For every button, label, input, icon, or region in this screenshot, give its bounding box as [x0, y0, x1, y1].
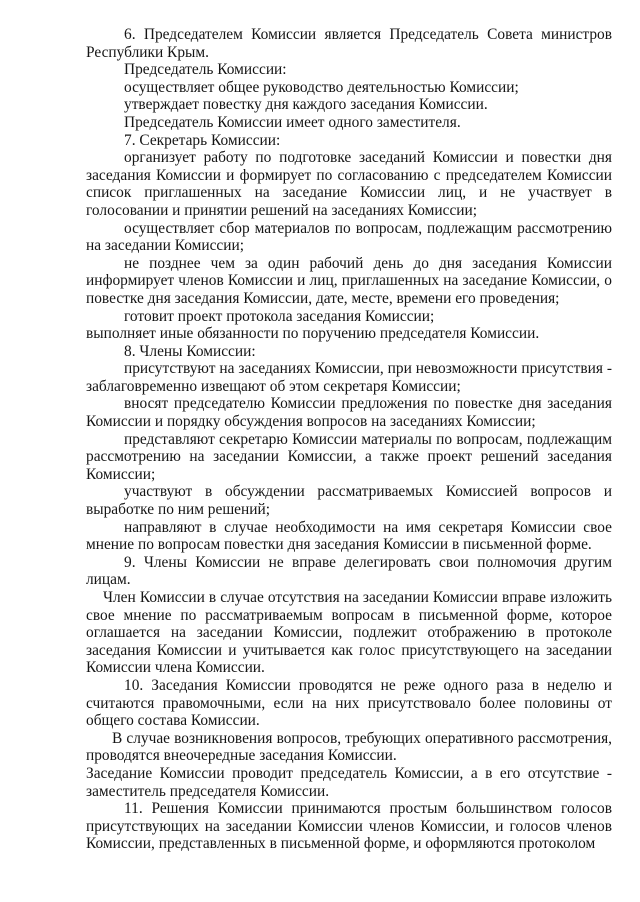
- paragraph-members-duty-4: участвуют в обсуждении рассматриваемых Комиссией вопросов и выработке по ним решений;: [86, 483, 612, 519]
- paragraph-members-duty-5: направляют в случае необходимости на имя секретаря Комиссии свое мнение по вопросам повестки дня заседания Комиссии в письменной форме.: [86, 518, 612, 554]
- paragraph-7-secretary: 7. Секретарь Комиссии:: [124, 131, 281, 149]
- paragraph-secretary-duty-3: не позднее чем за один рабочий день до дня заседания Комиссии информирует членов Комиссии и лиц, приглашенных на заседание Комиссии, о повестке дня заседания Комиссии, дате, месте, времени его проведения;: [86, 254, 612, 307]
- paragraph-members-duty-3: представляют секретарю Комиссии материалы по вопросам, подлежащим рассмотрению на заседании Комиссии, а также проект решений заседания Комиссии;: [86, 430, 612, 483]
- paragraph-6-chairman: 6. Председателем Комиссии является Председатель Совета министров Республики Крым.: [86, 26, 612, 61]
- paragraph-secretary-duty-4: готовит проект протокола заседания Комиссии;: [124, 307, 435, 325]
- paragraph-extraordinary-meetings: В случае возникновения вопросов, требующих оперативного рассмотрения, проводятся внеочередные заседания Комиссии.: [86, 729, 612, 765]
- document-body: [86, 26, 612, 853]
- paragraph-chairman-deputy: Председатель Комиссии имеет одного заместителя.: [124, 113, 461, 131]
- paragraph-10-meetings: 10. Заседания Комиссии проводятся не реже одного раза в неделю и считаются правомочными, если на них присутствовало более половины от общего состава Комиссии.: [86, 676, 612, 730]
- paragraph-members-duty-1: присутствуют на заседаниях Комиссии, при невозможности присутствия - заблаговременно извещают об этом секретаря Комиссии;: [86, 360, 612, 395]
- paragraph-9-delegation: 9. Члены Комиссии не вправе делегировать свои полномочия другим лицам.: [86, 553, 612, 589]
- paragraph-chairman-duty-2: утверждает повестку дня каждого заседания Комиссии.: [124, 96, 488, 114]
- paragraph-members-duty-2: вносят председателю Комиссии предложения по повестке дня заседания Комиссии и порядку обсуждения вопросов на заседаниях Комиссии;: [86, 395, 612, 431]
- paragraph-chairman-duty-1: осуществляет общее руководство деятельностью Комиссии;: [124, 78, 519, 96]
- paragraph-8-members: 8. Члены Комиссии:: [124, 342, 256, 360]
- paragraph-secretary-duty-1: организует работу по подготовке заседаний Комиссии и повестки дня заседания Комиссии и формирует по согласованию с председателем Комиссии список приглашенных на заседание Комиссии лиц, и не участвует в голосовании и принятии решений на заседаниях Комиссии;: [86, 149, 612, 219]
- paragraph-secretary-duty-2: осуществляет сбор материалов по вопросам, подлежащим рассмотрению на заседании Комиссии;: [86, 219, 612, 255]
- paragraph-11-decisions: 11. Решения Комиссии принимаются простым большинством голосов присутствующих на заседании Комиссии членов Комиссии, и голосов членов Комиссии, представленных в письменной форме, и оформляются протоколом: [86, 800, 612, 853]
- paragraph-meeting-chair: Заседание Комиссии проводит председатель Комиссии, а в его отсутствие - заместитель председателя Комиссии.: [86, 764, 612, 800]
- paragraph-member-absence: Член Комиссии в случае отсутствия на заседании Комиссии вправе изложить свое мнение по рассматриваемым вопросам в письменной форме, которое оглашается на заседании Комиссии, подлежит отображению в протоколе заседания Комиссии и учитывается как голос присутствующего на заседании Комиссии члена Комиссии.: [86, 589, 612, 677]
- paragraph-secretary-duty-5: выполняет иные обязанности по поручению председателя Комиссии.: [86, 325, 540, 343]
- paragraph-chairman-heading: Председатель Комиссии:: [124, 61, 287, 79]
